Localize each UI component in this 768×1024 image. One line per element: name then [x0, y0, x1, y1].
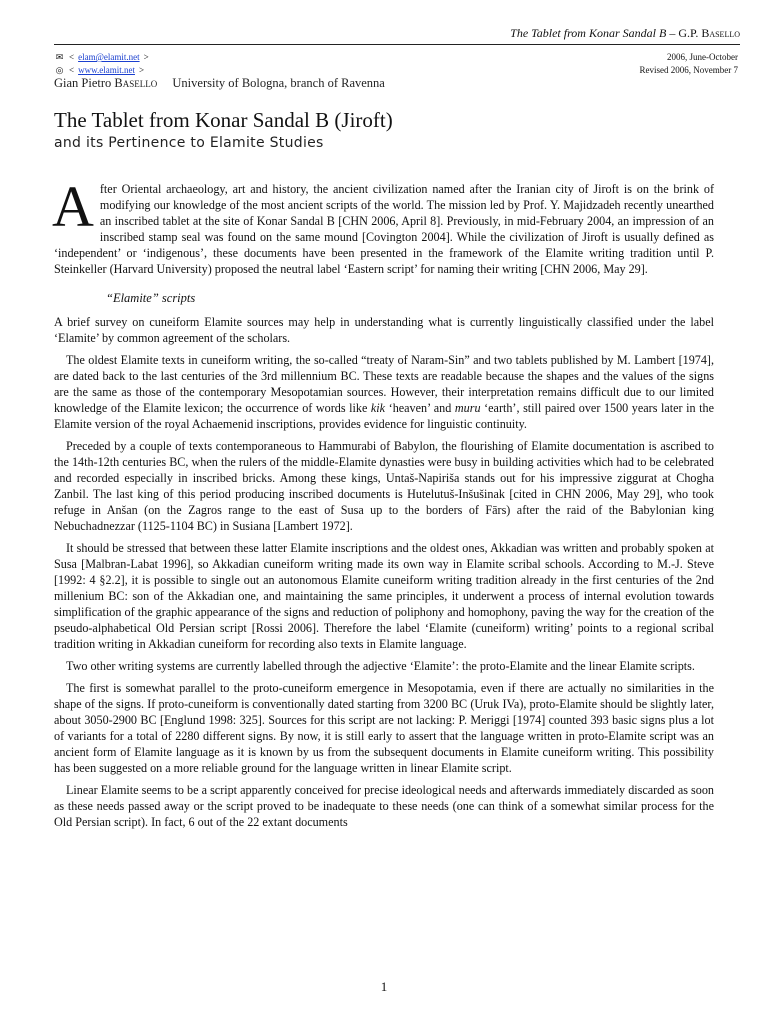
paragraph-1: [52, 174, 714, 277]
running-author-initials: G.P.: [678, 26, 702, 40]
header-rule: [54, 44, 740, 45]
page-number: 1: [380, 979, 388, 994]
globe-icon: ◎: [55, 65, 64, 75]
running-dash: –: [666, 26, 679, 40]
paper-subtitle: and its Pertinence to Elamite Studies: [54, 135, 324, 151]
paper-title: The Tablet from Konar Sandal B (Jiroft): [54, 108, 393, 132]
paragraph-8: Linear Elamite seems to be a script apparently conceived for precise ideological needs and afterwards immediately discarded as soon as these needs passed away or the script proved to be inadequate to these needs (one can think of a somewhat similar process for the Old Persian script). In fact, 6 out of the 22 extant documents: [54, 783, 714, 829]
running-title: The Tablet from Konar Sandal B: [510, 26, 667, 40]
running-author-surname: Basello: [701, 26, 740, 40]
running-head: [510, 26, 740, 41]
written-date: 2006, June-October: [667, 52, 738, 62]
web-link[interactable]: www.elamit.net: [78, 65, 135, 75]
paragraph-4: Preceded by a couple of texts contemporaneous to Hammurabi of Babylon, the flourishing of Elamite documentation is ascribed to the 14th-12th centuries BC, when the rulers of the middle-Elamite dynasties were busy in building activities which had to be celebrated and recorded especially in inscribed bricks. Among these kings, Untaš-Napiriša stands out for his impressive ziggurat at Chogha Zanbil. The last king of this period producing inscribed documents is Hutelutuš-Inšušinak [cited in CHN 2006, May 29], who took refuge in Anšan (on the Zagros range to the east of Susa up to the borders of Fārs) after the raid of the Babylonian king Nebuchadnezzar (1125-1104 BC) in Susiana [Lambert 1972].: [54, 439, 714, 533]
author-given-name: Gian Pietro: [54, 76, 115, 90]
paragraph-5: It should be stressed that between these latter Elamite inscriptions and the oldest ones, Akkadian was written and probably spoken at Susa [Malbran-Labat 1996], so Akkadian cuneiform writing made its own way in Elamite scribal schools. According to M.-J. Steve [1992: 4 §2.2], it is possible to single out an autonomous Elamite cuneiform writing tradition already in the first centuries of the 2nd millenium BC: son of the Akkadian one, and maintaining the same principles, it underwent a process of internal evolution towards simplification of the graphic appearance of the signs and reduction of poliphony and homophony, paving the way for the creation of the pseudo-alphabetical Old Persian script [Rossi 2006]. Therefore the label ‘Elamite (cuneiform) writing’ points to a regional scribal tradition writing in Akkadian cuneiform for recording also texts in Elamite language.: [54, 541, 714, 651]
term-kik: kik: [370, 401, 386, 415]
author-line: [54, 76, 385, 91]
contact-block: ✉ < elam@elamit.net > ◎ < www.elamit.net >: [55, 52, 149, 75]
paragraph-3-part-c: ‘earth’, still paired over 1500 years later in the Elamite version of the royal Achaemenid inscriptions, provides evidence for linguistic continuity.: [54, 401, 714, 431]
paragraph-3-part-a: The oldest Elamite texts in cuneiform writing, the so-called “treaty of Naram-Sin” and two tablets published by M. Lambert [1974], are dated back to the last centuries of the 3rd millennium BC. These texts are readable because the shapes and the values of the signs are the same as those of the contemporary Mesopotamian sources. However, their interpretation remains difficult due to our limited knowledge of the Elamite lexicon; the occurrence of words like: [54, 353, 714, 415]
term-muru: muru: [454, 401, 481, 415]
mail-icon: ✉: [55, 52, 64, 62]
paragraph-2: A brief survey on cuneiform Elamite sources may help in understanding what is currently linguistically classified under the label ‘Elamite’ by common agreement of the scholars.: [54, 315, 714, 345]
drop-cap: A: [52, 174, 94, 239]
paragraph-1-text: fter Oriental archaeology, art and history, the ancient civilization named after the Iranian city of Jiroft is on the brink of modifying our knowledge of the most ancient scripts of the world. The mission led by Prof. Y. Majidzadeh recently unearthed an inscribed tablet at the site of Konar Sandal B [CHN 2006, April 8]. Previously, in mid-February 2004, an impression of an inscribed stamp seal was found on the same mound [Covington 2004]. While the civilization of Jiroft is usually defined as ‘independent’ or ‘indigenous’, these documents have been presented in the framework of the Elamite writing tradition until P. Steinkeller (Harvard University) proposed the neutral label ‘Eastern script’ for naming their writing [CHN 2006, May 29].: [54, 182, 714, 276]
author-affiliation: University of Bologna, branch of Ravenna: [172, 76, 385, 90]
paragraph-6: Two other writing systems are currently labelled through the adjective ‘Elamite’: the proto-Elamite and the linear Elamite scripts.: [66, 659, 695, 673]
date-block: [640, 51, 738, 77]
body-text: [52, 174, 714, 836]
paragraph-7: The first is somewhat parallel to the proto-cuneiform emergence in Mesopotamia, even if there are actually no similarities in the shape of the signs. If proto-cuneiform is conventionally dated starting from 3200 BC (Uruk IVa), proto-Elamite should be slightly later, about 3050-2900 BC [Englund 1998: 325]. Sources for this script are not lacking: P. Meriggi [1974] counted 393 basic signs plus a lot of variants for a total of 2280 different signs. By now, it is still early to assert that the language written in proto-Elamite script was an ancient form of Elamite language as it is known by us from the subsequent documents in Elamite cuneiform writing. This possibility has been suggested on a more reliable ground for the language written in linear Elamite script.: [54, 681, 714, 775]
author-surname: Basello: [114, 76, 158, 90]
revised-date: Revised 2006, November 7: [639, 65, 738, 75]
email-link[interactable]: elam@elamit.net: [78, 52, 140, 62]
section-heading: “Elamite” scripts: [106, 291, 196, 305]
paragraph-3: [54, 352, 714, 432]
paragraph-3-part-b: ‘heaven’ and: [385, 401, 455, 415]
